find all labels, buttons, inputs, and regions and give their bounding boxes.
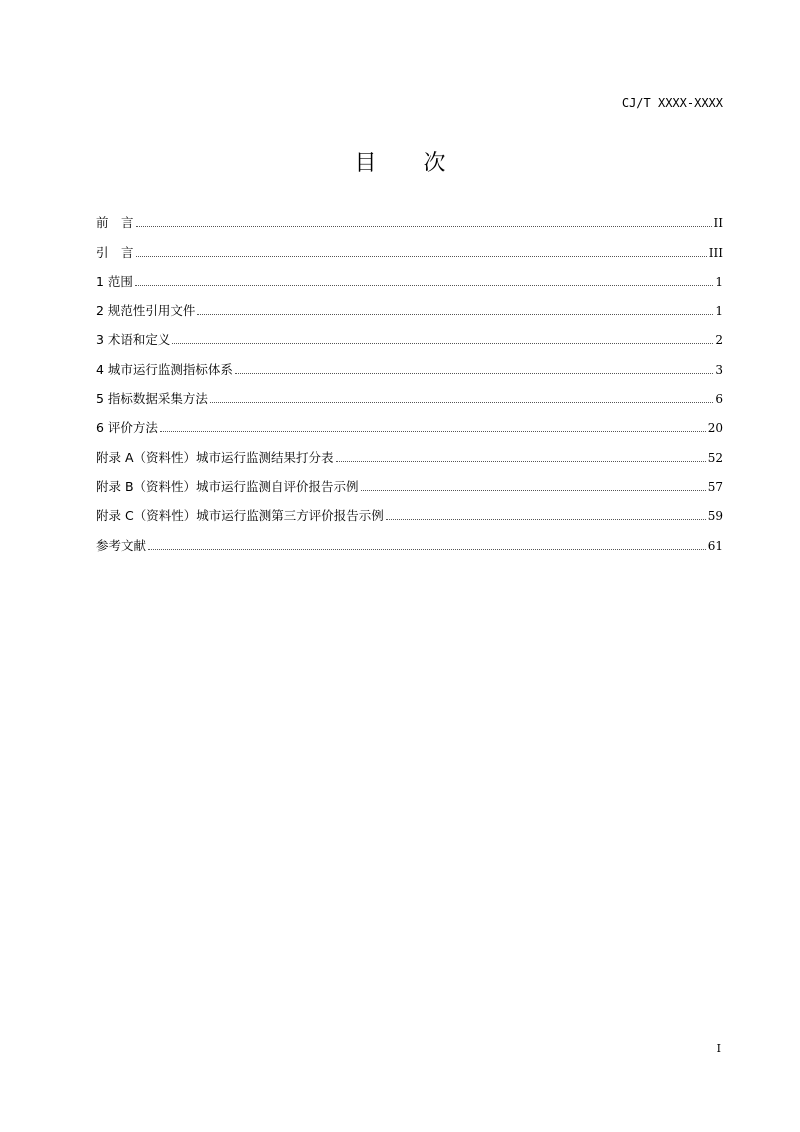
toc-entry-label: 4 城市运行监测指标体系 [96, 361, 233, 377]
dot-leader [148, 549, 706, 550]
toc-entry-page: 52 [707, 450, 723, 465]
toc-entry-preface[interactable] [96, 202, 723, 231]
dot-leader [136, 226, 712, 227]
toc-entry-appendix-b[interactable] [96, 466, 723, 495]
toc-entry-terms-definitions[interactable] [96, 319, 723, 348]
dot-leader [172, 343, 713, 344]
document-code: CJ/T XXXX-XXXX [621, 96, 723, 110]
toc-entry-label: 附录 B（资料性）城市运行监测自评价报告示例 [96, 478, 359, 494]
page-number: I [716, 1042, 721, 1055]
toc-entry-introduction[interactable] [96, 231, 723, 260]
toc-entry-label: 5 指标数据采集方法 [96, 391, 208, 407]
toc-entry-page: 57 [707, 479, 723, 494]
toc-entry-appendix-c[interactable] [96, 495, 723, 524]
table-of-contents [96, 202, 723, 554]
toc-entry-page: 20 [707, 421, 723, 436]
toc-entry-indicator-system[interactable] [96, 348, 723, 377]
dot-leader [197, 314, 713, 315]
dot-leader [361, 490, 706, 491]
toc-entry-page: 1 [715, 274, 723, 289]
toc-entry-label: 6 评价方法 [96, 420, 158, 436]
toc-entry-bibliography[interactable] [96, 524, 723, 553]
toc-entry-page: II [713, 216, 723, 231]
toc-entry-scope[interactable] [96, 261, 723, 290]
dot-leader [210, 402, 713, 403]
toc-entry-label: 2 规范性引用文件 [96, 303, 196, 319]
toc-entry-page: 59 [707, 509, 723, 524]
dot-leader [235, 373, 713, 374]
toc-entry-page: 61 [707, 538, 723, 553]
toc-entry-page: 2 [715, 333, 723, 348]
toc-entry-label: 1 范围 [96, 273, 133, 289]
toc-entry-data-collection[interactable] [96, 378, 723, 407]
toc-entry-page: 1 [715, 304, 723, 319]
toc-entry-evaluation-method[interactable] [96, 407, 723, 436]
toc-entry-label: 参考文献 [96, 537, 147, 553]
dot-leader [336, 461, 706, 462]
toc-entry-appendix-a[interactable] [96, 436, 723, 465]
toc-entry-page: 6 [715, 392, 723, 407]
toc-entry-label: 附录 A（资料性）城市运行监测结果打分表 [96, 449, 334, 465]
toc-title: 目 次 [354, 151, 466, 176]
toc-entry-normative-references[interactable] [96, 290, 723, 319]
dot-leader [386, 519, 706, 520]
toc-entry-label: 3 术语和定义 [96, 332, 171, 348]
toc-entry-label: 附录 C（资料性）城市运行监测第三方评价报告示例 [96, 508, 384, 524]
toc-entry-label: 前 言 [96, 215, 134, 231]
dot-leader [160, 431, 706, 432]
dot-leader [136, 256, 707, 257]
toc-entry-label: 引 言 [96, 244, 134, 260]
dot-leader [135, 285, 713, 286]
toc-entry-page: 3 [715, 362, 723, 377]
toc-entry-page: III [708, 245, 723, 260]
